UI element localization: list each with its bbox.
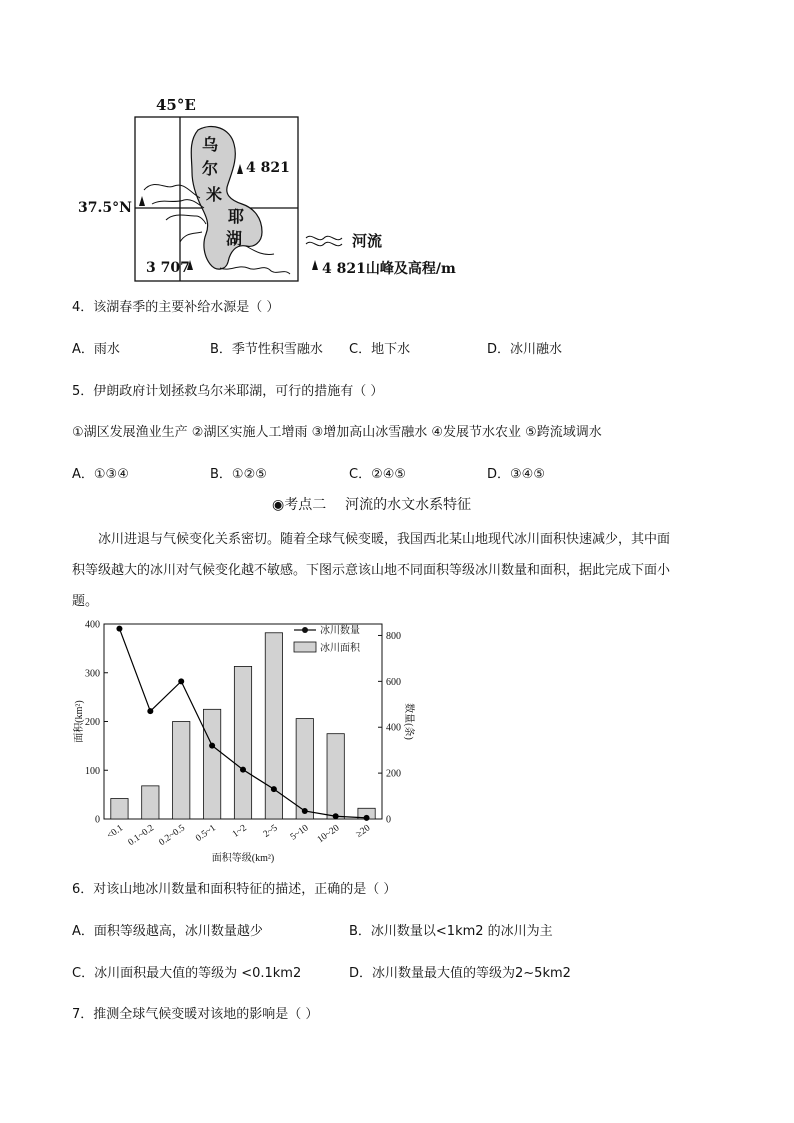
x-category-label: 0.2~0.5 [157,823,187,849]
right-tick-label: 0 [386,814,391,826]
q6-stem: 6．对该山地冰川数量和面积特征的描述，正确的是（ ） [72,882,397,897]
legend-point-symbol [302,627,308,633]
x-axis-title: 面积等级(km²) [211,853,275,864]
q5-option-c[interactable]: C．②④⑤ [349,467,407,482]
right-tick-label: 200 [386,768,401,780]
count-point-2 [178,678,184,684]
q4-option-b[interactable]: B．季节性积雪融水 [210,342,323,357]
intro-line-1: 冰川进退与气候变化关系密切。随着全球气候变暖，我国西北某山地现代冰川面积快速减少，其中面 [98,532,671,547]
x-category-label: 10~20 [315,823,342,846]
q6-option-a[interactable]: A．面积等级越高，冰川数量越少 [72,924,263,939]
count-point-1 [147,708,153,714]
legend-count-label: 冰川数量 [320,625,360,637]
bar-area-4 [234,666,251,819]
intro-line-3: 题。 [72,594,99,609]
q4-option-c[interactable]: C．地下水 [349,342,411,357]
legend-river-label: 河流 [352,232,383,250]
x-category-label: 2~5 [261,823,280,840]
lake-char-2: 尔 [202,159,219,178]
peak-west-marker [139,196,145,206]
legend-peak-label: 4 821山峰及高程/m [322,261,456,277]
x-category-label: <0.1 [105,823,126,842]
q4-option-a[interactable]: A．雨水 [72,342,120,357]
x-category-label: 0.1~0.2 [126,823,157,849]
glacier-chart [68,614,418,870]
latitude-label: 37.5°N [78,200,132,216]
x-category-label: ≥20 [354,823,373,840]
bar-area-1 [142,786,159,819]
legend-river-symbol [306,236,342,245]
x-category-label: 5~10 [288,823,311,843]
right-tick-label: 600 [386,676,401,688]
count-point-0 [116,626,122,632]
lake-char-1: 乌 [202,135,219,154]
left-tick-label: 400 [85,619,100,631]
count-point-7 [333,813,339,819]
q5-option-a[interactable]: A．①③④ [72,467,129,482]
section-marker: ◉考点二 [272,497,327,513]
legend-peak-symbol [312,260,318,270]
legend-area-label: 冰川面积 [320,643,360,654]
bar-area-2 [173,722,190,820]
left-axis-title: 面积(km²) [74,700,85,743]
q6-option-c[interactable]: C．冰川面积最大值的等级为 <0.1km2 [72,966,302,981]
q4-stem: 4．该湖春季的主要补给水源是（ ） [72,300,280,315]
longitude-label: 45°E [156,96,196,114]
count-point-5 [271,786,277,792]
lake-map-figure [70,92,490,288]
count-point-8 [364,815,370,821]
lake-char-5: 湖 [226,229,243,248]
bar-area-0 [111,799,128,819]
x-category-label: 1~2 [230,823,249,840]
q5-stem: 5．伊朗政府计划拯救乌尔米耶湖，可行的措施有（ ） [72,384,384,399]
section-heading [272,494,471,514]
lake-char-4: 耶 [228,207,245,226]
peak-north-marker [237,164,243,174]
q4-option-d[interactable]: D．冰川融水 [487,342,563,357]
q7-stem: 7．推测全球气候变暖对该地的影响是（ ） [72,1007,319,1022]
lake-char-3: 米 [206,185,223,204]
left-tick-label: 300 [85,668,100,680]
count-point-3 [209,743,215,749]
q5-option-b[interactable]: B．①②⑤ [210,467,267,482]
left-tick-label: 100 [85,765,100,777]
legend-bar-symbol [294,642,316,652]
peak-south-label: 3 707 [146,260,190,276]
peak-north-label: 4 821 [246,160,290,176]
left-tick-label: 200 [85,717,100,728]
right-tick-label: 400 [386,722,401,734]
right-axis-title: 数量(条) [403,703,414,740]
section-title: 河流的水文水系特征 [345,497,472,513]
right-tick-label: 800 [386,630,401,642]
q6-option-d[interactable]: D．冰川数量最大值的等级为2~5km2 [349,966,571,981]
q5-option-d[interactable]: D．③④⑤ [487,467,545,482]
q6-option-b[interactable]: B．冰川数量以<1km2 的冰川为主 [349,924,553,939]
intro-line-2: 积等级越大的冰川对气候变化越不敏感。下图示意该山地不同面积等级冰川数量和面积，据此完成下面小 [72,563,671,578]
bar-area-3 [203,709,220,819]
q5-items: ①湖区发展渔业生产 ②湖区实施人工增雨 ③增加高山冰雪融水 ④发展节水农业 ⑤跨流域调水 [72,425,602,440]
x-category-label: 0.5~1 [194,823,218,844]
count-point-6 [302,808,308,814]
bar-area-6 [296,719,313,819]
glacier-chart-svg [68,614,418,870]
left-tick-label: 0 [95,814,100,826]
count-point-4 [240,767,246,773]
bar-area-7 [327,734,344,819]
